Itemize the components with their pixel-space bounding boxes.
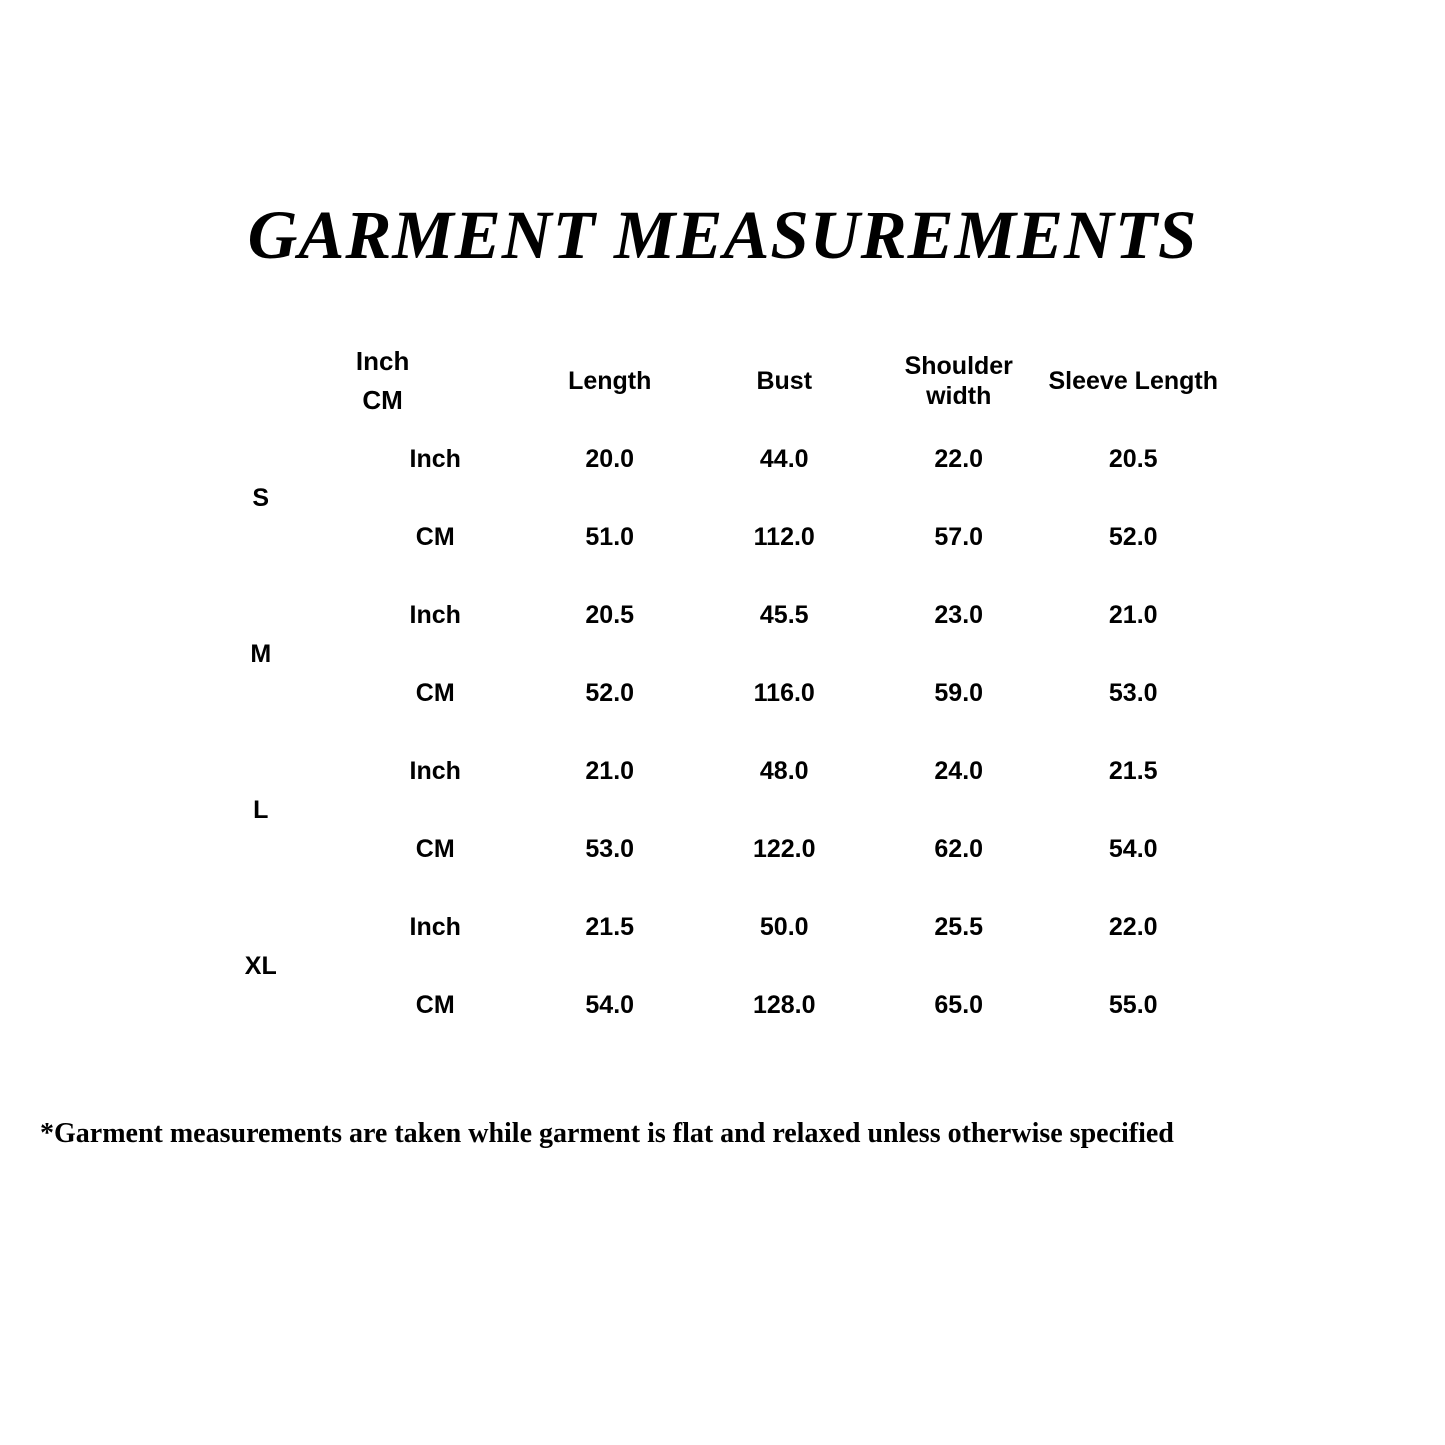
size-label-m: M	[175, 578, 347, 731]
table-row	[175, 734, 1219, 809]
unit-denominator: CM	[362, 385, 403, 415]
value-m-cm-shoulder: 59.0	[873, 656, 1045, 731]
table-row	[175, 578, 1219, 653]
value-s-cm-sleeve: 52.0	[1048, 500, 1220, 575]
value-s-cm-length: 51.0	[524, 500, 696, 575]
value-s-inch-shoulder: 22.0	[873, 422, 1045, 497]
unit-header-cell	[175, 344, 521, 419]
unit-fraction	[350, 347, 415, 416]
value-xl-cm-bust: 128.0	[699, 968, 871, 1043]
size-label-l: L	[175, 734, 347, 887]
value-s-cm-bust: 112.0	[699, 500, 871, 575]
size-label-s: S	[175, 422, 347, 575]
value-s-inch-bust: 44.0	[699, 422, 871, 497]
unit-cell-m-cm: CM	[350, 656, 522, 731]
value-l-inch-shoulder: 24.0	[873, 734, 1045, 809]
value-m-cm-bust: 116.0	[699, 656, 871, 731]
page-title: GARMENT MEASUREMENTS	[247, 197, 1198, 273]
value-s-inch-length: 20.0	[524, 422, 696, 497]
value-l-inch-sleeve: 21.5	[1048, 734, 1220, 809]
column-header-shoulder-width: Shoulder width	[873, 344, 1045, 419]
unit-label: Unit:	[280, 366, 340, 396]
size-label-xl: XL	[175, 890, 347, 1043]
value-xl-inch-shoulder: 25.5	[873, 890, 1045, 965]
table-row	[175, 890, 1219, 965]
unit-cell-l-inch: Inch	[350, 734, 522, 809]
unit-cell-xl-cm: CM	[350, 968, 522, 1043]
value-l-inch-length: 21.0	[524, 734, 696, 809]
value-xl-cm-length: 54.0	[524, 968, 696, 1043]
value-s-inch-sleeve: 20.5	[1048, 422, 1220, 497]
unit-numerator: Inch	[350, 347, 415, 383]
column-header-length: Length	[524, 344, 696, 419]
value-m-inch-sleeve: 21.0	[1048, 578, 1220, 653]
value-l-cm-bust: 122.0	[699, 812, 871, 887]
value-s-cm-shoulder: 57.0	[873, 500, 1045, 575]
value-m-cm-length: 52.0	[524, 656, 696, 731]
unit-cell-l-cm: CM	[350, 812, 522, 887]
value-m-inch-length: 20.5	[524, 578, 696, 653]
unit-cell-xl-inch: Inch	[350, 890, 522, 965]
value-m-inch-shoulder: 23.0	[873, 578, 1045, 653]
value-l-cm-length: 53.0	[524, 812, 696, 887]
value-xl-cm-shoulder: 65.0	[873, 968, 1045, 1043]
value-m-cm-sleeve: 53.0	[1048, 656, 1220, 731]
value-l-cm-shoulder: 62.0	[873, 812, 1045, 887]
value-xl-inch-sleeve: 22.0	[1048, 890, 1220, 965]
value-xl-cm-sleeve: 55.0	[1048, 968, 1220, 1043]
footnote: *Garment measurements are taken while garment is flat and relaxed unless otherwise specified	[40, 1118, 1174, 1149]
value-xl-inch-length: 21.5	[524, 890, 696, 965]
measurements-table-container	[172, 341, 1222, 1046]
value-l-cm-sleeve: 54.0	[1048, 812, 1220, 887]
column-header-sleeve-length: Sleeve Length	[1048, 344, 1220, 419]
column-header-bust: Bust	[699, 344, 871, 419]
measurements-table	[172, 341, 1222, 1046]
table-row	[175, 422, 1219, 497]
value-l-inch-bust: 48.0	[699, 734, 871, 809]
value-m-inch-bust: 45.5	[699, 578, 871, 653]
unit-cell-s-cm: CM	[350, 500, 522, 575]
unit-cell-m-inch: Inch	[350, 578, 522, 653]
unit-cell-s-inch: Inch	[350, 422, 522, 497]
value-xl-inch-bust: 50.0	[699, 890, 871, 965]
table-header-row	[175, 344, 1219, 419]
